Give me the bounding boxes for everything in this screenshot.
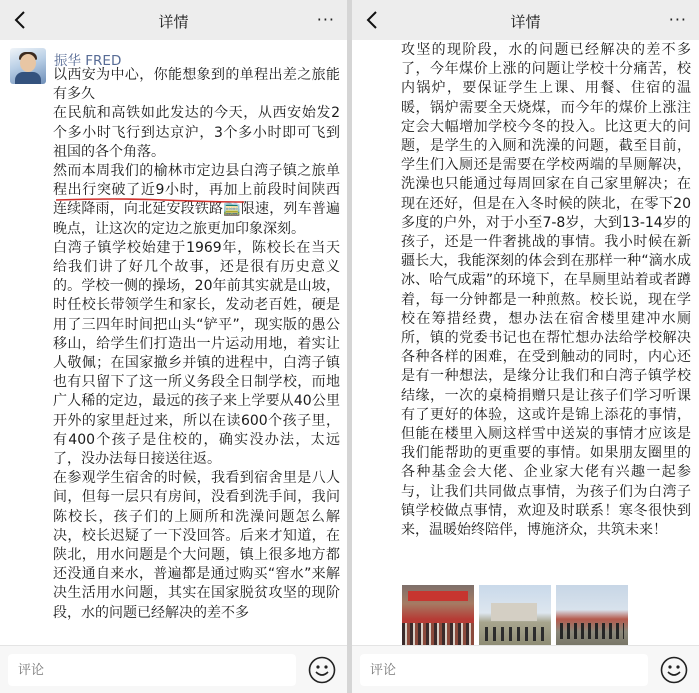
avatar[interactable]	[10, 48, 46, 84]
building	[491, 603, 537, 621]
stage-banner	[408, 591, 468, 601]
post-paragraph: 然而本周我们的榆林市定边县白湾子镇之旅单程出行突破了近9小时，再加上前段时间陕西连续降雨，向北延安段铁路🚞限速，列车普遍晚点，让这次的定边之旅更加印象深刻。	[53, 163, 340, 237]
post-paragraph: 白湾子镇学校始建于1969年，陈校长在当天给我们讲了好几个故事，还是很有历史意义的。学校一侧的操场，20年前其实就是山坡，时任校长带领学生和家长，发动老百姓，硬是用了三四年时间把山头“铲平”，现实版的愚公移山，给学生们打造出一片运动用地，着实让人敬佩；在国家撤乡并镇的进程中，白湾子镇也有只留下了这一所义务段全日制学校，而地广人稀的定边，最远的孩子来上学要从40公里开外的家里赶过来，所以在读600个孩子里，有400个孩子是住校的，确实没办法，太远了，没办法每日接送往返。	[53, 239, 340, 468]
people	[485, 627, 545, 641]
avatar-face	[20, 54, 36, 72]
group-photo-outdoor[interactable]	[479, 585, 551, 647]
page-title: 详情	[158, 13, 189, 31]
more-options-icon[interactable]: ···	[668, 10, 687, 29]
post-paragraph: 在参观学生宿舍的时候，我看到宿舍里是八人间，但每一层只有房间，没看到洗手间，我问陈校长，孩子们的上厕所和洗澡问题怎么解决，校长迟疑了一下没回答。后来才知道，在陕北，用水问题是个大问题，镇上很多地方都还没通自来水，普遍都是通过购买“窖水”来解决生活用水问题，其实在国家脱贫攻坚的现阶段，水的问题已经解决的差不多	[53, 470, 340, 621]
group-photo-school[interactable]	[556, 585, 628, 647]
comment-bar	[0, 645, 347, 693]
photo-grid	[402, 585, 628, 647]
avatar-body	[15, 72, 41, 84]
comment-input[interactable]	[360, 654, 648, 686]
more-options-icon[interactable]: ···	[316, 10, 335, 29]
nav-bar	[0, 0, 347, 40]
post-text	[53, 66, 340, 623]
author-name[interactable]: 振华 FRED	[54, 53, 122, 69]
emoji-icon[interactable]	[308, 656, 336, 684]
left-detail-panel	[0, 0, 347, 693]
nav-bar	[352, 0, 699, 40]
page-title: 详情	[510, 13, 541, 31]
audience	[402, 623, 474, 647]
post-text	[401, 41, 691, 540]
post-paragraph: 在民航和高铁如此发达的今天，从西安始发2个多小时飞行到达京沪，3个多小时即可飞到祖国的各个角落。	[53, 105, 340, 160]
post-paragraph: 以西安为中心，你能想象到的单程出差之旅能有多久	[53, 67, 340, 103]
emoji-icon[interactable]	[660, 656, 688, 684]
right-detail-panel	[352, 0, 699, 693]
meeting-photo[interactable]	[402, 585, 474, 647]
comment-bar	[352, 645, 699, 693]
post-paragraph: 攻坚的现阶段，水的问题已经解决的差不多了，今年煤价上涨的问题让学校十分痛苦，校内锅炉，要保证学生上课、用餐、住宿的温暖，锅炉需要全天烧煤，而今年的煤价上涨注定会大幅增加学校今冬的投入。比这更大的问题，是学生的入厕和洗澡的问题，截至目前，学生们入厕还是需要在学校两端的旱厕解决，洗澡也只能通过每周回家在自己家里解决；在现在还好，但是在入冬时候的陕北，在零下20多度的户外，对于小至7-8岁，大到13-14岁的孩子，还是一件奢挑战的事情。我小时候在新疆长大，我能深刻的体会到在那样一种“滴水成冰、哈气成霜”的环境下，在旱厕里站着或者蹲着，每一分钟都是一种煎熬。校长说，现在学校在筹措经费，想办法在宿舍楼里建冲水厕所，镇的党委书记也在帮忙想办法给学校解决各种各样的困难，在受到触动的同时，内心还是有一种想法，是缘分让我们和白湾子镇学校结缘，一次的桌椅捐赠只是让孩子们学习听课有了更好的体验，这或许是锦上添花的事情，但能在楼里入厕这样雪中送炭的事情才应该是我们能帮助的更重要的事情。如果朋友圈里的各种基金会大佬、企业家大佬有兴趣一起参与，让我们共同做点事情，为孩子们为白湾子镇学校做点事情，欢迎及时联系！寒冬很快到来，温暖始终陪伴，博施济众，共筑未来！	[401, 42, 691, 539]
comment-input[interactable]	[8, 654, 296, 686]
red-handwritten-underline	[55, 197, 245, 205]
people	[560, 623, 624, 639]
